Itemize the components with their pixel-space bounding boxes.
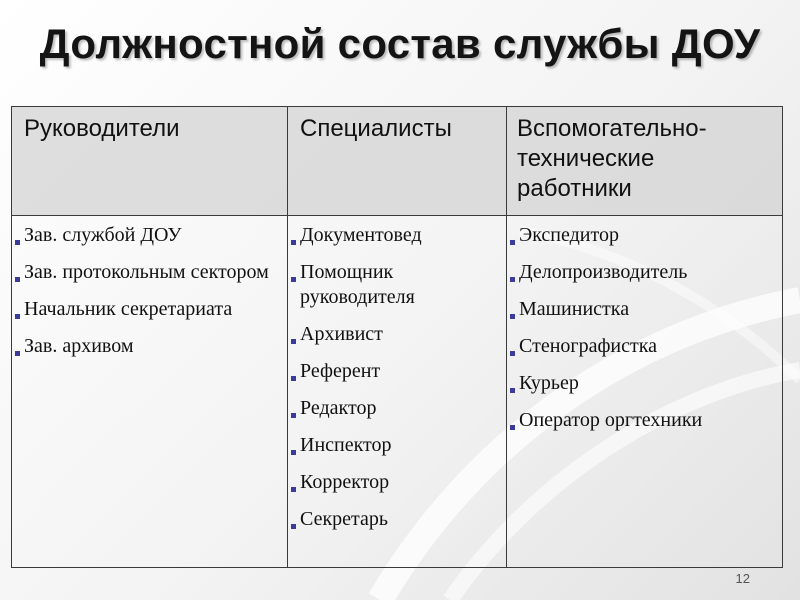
list-item: Машинистка	[510, 297, 778, 322]
list-item: Начальник секретариата	[15, 297, 283, 322]
list-item: Архивист	[291, 322, 502, 347]
table-header-row	[12, 107, 783, 216]
column-managers	[12, 216, 288, 568]
list-item: Документовед	[291, 223, 502, 248]
list-item: Референт	[291, 359, 502, 384]
list-item: Делопроизводитель	[510, 260, 778, 285]
list-item: Зав. протокольным сектором	[15, 260, 283, 285]
slide-title: Должностной состав службы ДОУ	[39, 20, 761, 67]
list-item: Корректор	[291, 470, 502, 495]
table-body-row	[12, 216, 783, 568]
list-item: Секретарь	[291, 507, 502, 532]
list-item: Экспедитор	[510, 223, 778, 248]
page-number: 12	[735, 571, 750, 586]
list-item: Инспектор	[291, 433, 502, 458]
header-specialists: Специалисты	[288, 107, 507, 216]
list-item: Зав. службой ДОУ	[15, 223, 283, 248]
list-item: Стенографистка	[510, 334, 778, 359]
list-item: Курьер	[510, 371, 778, 396]
list-item: Помощник руководителя	[291, 260, 502, 310]
column-support-staff	[507, 216, 783, 568]
list-item: Оператор оргтехники	[510, 408, 778, 433]
header-support-staff: Вспомогательно-технические работники	[507, 107, 783, 216]
list-item: Редактор	[291, 396, 502, 421]
column-specialists	[288, 216, 507, 568]
list-item: Зав. архивом	[15, 334, 283, 359]
header-managers: Руководители	[12, 107, 288, 216]
staff-table	[11, 106, 783, 568]
